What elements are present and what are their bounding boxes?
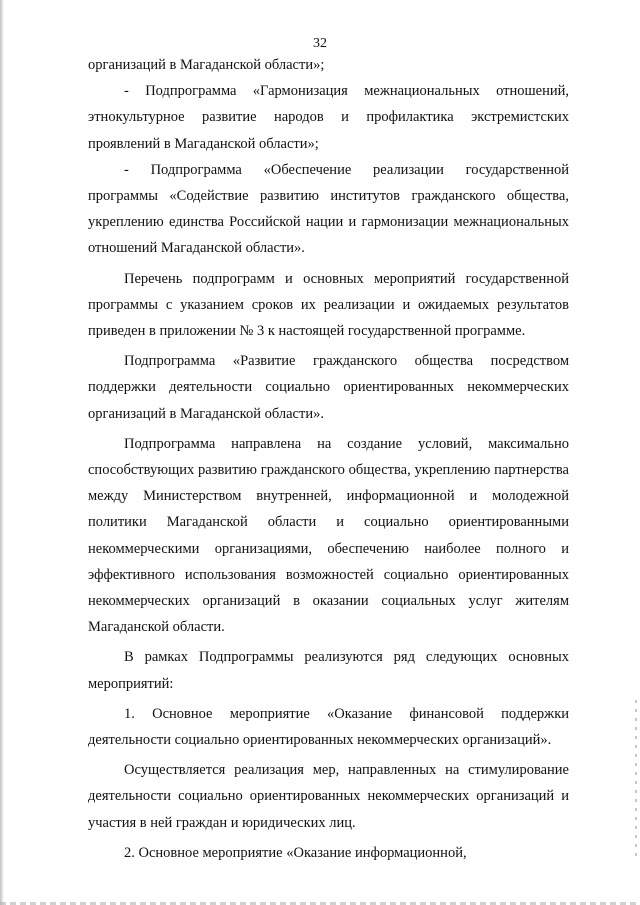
paragraph-list-of-subprograms: Перечень подпрограмм и основных мероприятий государственной программы с указанием сроков их реализации и ожидаемых результатов приведен в приложении № 3 к настоящей государственной программе. [88, 270, 569, 340]
paragraph-continuation: организаций в Магаданской области»; [88, 57, 325, 73]
page-number: 32 [313, 36, 327, 51]
paragraph-activities-intro: В рамках Подпрограммы реализуются ряд следующих основных мероприятий: [88, 649, 569, 692]
paragraph-subprogram-aims: Подпрограмма направлена на создание условий, максимально способствующих развитию гражданского общества, укреплению партнерства между Министерством внутренней, информационной и молодежной политики Магаданской области и социально ориентированными некоммерческими организациями, обеспечению наиболее полного и эффективного использования возможностей социально ориентированных некоммерческих организаций в оказании социальных услуг жителям Магаданской области. [88, 435, 569, 636]
scan-left-edge [0, 0, 4, 905]
paragraph-subprogram-implementation: - Подпрограмма «Обеспечение реализации государственной программы «Содействие развитию институтов гражданского общества, укреплению единства Российской нации и гармонизации межнациональных отношений Магаданской области». [88, 161, 569, 257]
paragraph-activity-2: 2. Основное мероприятие «Оказание информационной, [124, 844, 467, 861]
paragraph-activity-1-measures: Осуществляется реализация мер, направленных на стимулирование деятельности социально ориентированных некоммерческих организаций и участия в ней граждан и юридических лиц. [88, 762, 569, 831]
paragraph-subprogram-civil-society: Подпрограмма «Развитие гражданского общества посредством поддержки деятельности социально ориентированных некоммерческих организаций в Магаданской области». [88, 353, 569, 422]
paragraph-subprogram-harmonization: - Подпрограмма «Гармонизация межнациональных отношений, этнокультурное развитие народов и профилактика экстремистских проявлений в Магаданской области»; [88, 83, 569, 152]
scan-right-marks [635, 700, 637, 860]
document-body [88, 52, 569, 866]
paragraph-activity-1: 1. Основное мероприятие «Оказание финансовой поддержки деятельности социально ориентированных некоммерческих организаций». [88, 705, 569, 749]
